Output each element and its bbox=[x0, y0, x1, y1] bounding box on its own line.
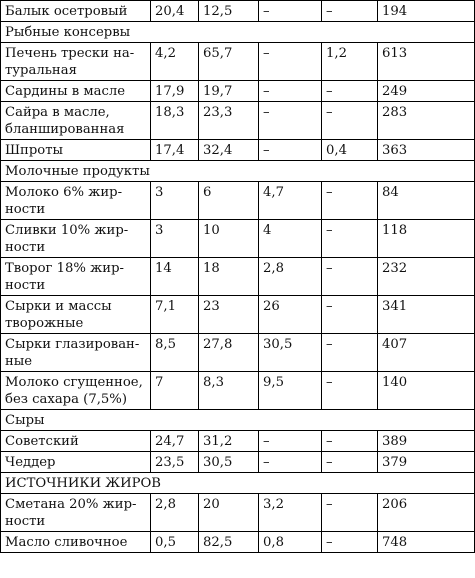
table-row bbox=[1, 258, 475, 296]
carbs-cell: 4,7 bbox=[259, 182, 322, 220]
table-row bbox=[1, 452, 475, 473]
fat-cell: 23,3 bbox=[199, 102, 259, 140]
food-name-cell: Шпроты bbox=[1, 140, 151, 161]
table-row bbox=[1, 220, 475, 258]
kcal-cell: 118 bbox=[378, 220, 475, 258]
food-name-cell: Сметана 20% жирности bbox=[1, 494, 151, 532]
acids-cell: – bbox=[322, 532, 378, 553]
carbs-cell: 26 bbox=[259, 296, 322, 334]
table-row bbox=[1, 43, 475, 81]
acids-cell: – bbox=[322, 220, 378, 258]
fat-cell: 30,5 bbox=[199, 452, 259, 473]
carbs-cell: – bbox=[259, 140, 322, 161]
table-row bbox=[1, 81, 475, 102]
food-name-cell: Советский bbox=[1, 431, 151, 452]
carbs-cell: 4 bbox=[259, 220, 322, 258]
section-title: Сыры bbox=[1, 410, 475, 431]
food-name-cell: Сардины в масле bbox=[1, 81, 151, 102]
food-name-cell: Сайра в масле, бланшированная bbox=[1, 102, 151, 140]
acids-cell: – bbox=[322, 494, 378, 532]
section-header-row bbox=[1, 22, 475, 43]
acids-cell: – bbox=[322, 81, 378, 102]
carbs-cell: 0,8 bbox=[259, 532, 322, 553]
food-name-cell: Сливки 10% жирности bbox=[1, 220, 151, 258]
protein-cell: 3 bbox=[151, 220, 199, 258]
kcal-cell: 232 bbox=[378, 258, 475, 296]
protein-cell: 17,9 bbox=[151, 81, 199, 102]
fat-cell: 31,2 bbox=[199, 431, 259, 452]
kcal-cell: 407 bbox=[378, 334, 475, 372]
table-row bbox=[1, 334, 475, 372]
food-name-cell: Балык осетровый bbox=[1, 1, 151, 22]
acids-cell: – bbox=[322, 182, 378, 220]
food-name-cell: Молоко сгущенное, без сахара (7,5%) bbox=[1, 372, 151, 410]
kcal-cell: 84 bbox=[378, 182, 475, 220]
table-row bbox=[1, 372, 475, 410]
food-name-cell: Масло сливочное bbox=[1, 532, 151, 553]
section-header-row bbox=[1, 161, 475, 182]
carbs-cell: – bbox=[259, 1, 322, 22]
table-body bbox=[1, 1, 475, 553]
food-name-cell: Сырки и массы творожные bbox=[1, 296, 151, 334]
table-row bbox=[1, 532, 475, 553]
acids-cell: – bbox=[322, 334, 378, 372]
acids-cell: – bbox=[322, 102, 378, 140]
kcal-cell: 379 bbox=[378, 452, 475, 473]
section-header-row bbox=[1, 473, 475, 494]
carbs-cell: – bbox=[259, 81, 322, 102]
kcal-cell: 206 bbox=[378, 494, 475, 532]
table-row bbox=[1, 102, 475, 140]
fat-cell: 23 bbox=[199, 296, 259, 334]
kcal-cell: 363 bbox=[378, 140, 475, 161]
food-name-cell: Чеддер bbox=[1, 452, 151, 473]
table-row bbox=[1, 182, 475, 220]
table-row bbox=[1, 296, 475, 334]
acids-cell: – bbox=[322, 1, 378, 22]
section-header-row bbox=[1, 410, 475, 431]
fat-cell: 6 bbox=[199, 182, 259, 220]
food-name-cell: Творог 18% жирности bbox=[1, 258, 151, 296]
kcal-cell: 341 bbox=[378, 296, 475, 334]
protein-cell: 0,5 bbox=[151, 532, 199, 553]
acids-cell: – bbox=[322, 431, 378, 452]
fat-cell: 20 bbox=[199, 494, 259, 532]
food-name-cell: Сырки глазированные bbox=[1, 334, 151, 372]
protein-cell: 4,2 bbox=[151, 43, 199, 81]
fat-cell: 32,4 bbox=[199, 140, 259, 161]
carbs-cell: – bbox=[259, 452, 322, 473]
carbs-cell: – bbox=[259, 43, 322, 81]
fat-cell: 8,3 bbox=[199, 372, 259, 410]
carbs-cell: 9,5 bbox=[259, 372, 322, 410]
carbs-cell: 30,5 bbox=[259, 334, 322, 372]
protein-cell: 3 bbox=[151, 182, 199, 220]
acids-cell: – bbox=[322, 296, 378, 334]
carbs-cell: – bbox=[259, 431, 322, 452]
kcal-cell: 748 bbox=[378, 532, 475, 553]
protein-cell: 7,1 bbox=[151, 296, 199, 334]
protein-cell: 8,5 bbox=[151, 334, 199, 372]
fat-cell: 19,7 bbox=[199, 81, 259, 102]
acids-cell: – bbox=[322, 372, 378, 410]
section-title: ИСТОЧНИКИ ЖИРОВ bbox=[1, 473, 475, 494]
kcal-cell: 389 bbox=[378, 431, 475, 452]
protein-cell: 18,3 bbox=[151, 102, 199, 140]
acids-cell: 0,4 bbox=[322, 140, 378, 161]
protein-cell: 17,4 bbox=[151, 140, 199, 161]
fat-cell: 12,5 bbox=[199, 1, 259, 22]
table-row bbox=[1, 494, 475, 532]
protein-cell: 24,7 bbox=[151, 431, 199, 452]
carbs-cell: – bbox=[259, 102, 322, 140]
protein-cell: 7 bbox=[151, 372, 199, 410]
food-name-cell: Молоко 6% жирности bbox=[1, 182, 151, 220]
fat-cell: 65,7 bbox=[199, 43, 259, 81]
protein-cell: 2,8 bbox=[151, 494, 199, 532]
kcal-cell: 613 bbox=[378, 43, 475, 81]
table-row bbox=[1, 140, 475, 161]
kcal-cell: 249 bbox=[378, 81, 475, 102]
protein-cell: 23,5 bbox=[151, 452, 199, 473]
acids-cell: 1,2 bbox=[322, 43, 378, 81]
fat-cell: 18 bbox=[199, 258, 259, 296]
carbs-cell: 3,2 bbox=[259, 494, 322, 532]
fat-cell: 82,5 bbox=[199, 532, 259, 553]
acids-cell: – bbox=[322, 258, 378, 296]
protein-cell: 20,4 bbox=[151, 1, 199, 22]
food-name-cell: Печень трески натуральная bbox=[1, 43, 151, 81]
kcal-cell: 140 bbox=[378, 372, 475, 410]
acids-cell: – bbox=[322, 452, 378, 473]
table-row bbox=[1, 1, 475, 22]
section-title: Рыбные консервы bbox=[1, 22, 475, 43]
fat-cell: 27,8 bbox=[199, 334, 259, 372]
section-title: Молочные продукты bbox=[1, 161, 475, 182]
fat-cell: 10 bbox=[199, 220, 259, 258]
kcal-cell: 194 bbox=[378, 1, 475, 22]
kcal-cell: 283 bbox=[378, 102, 475, 140]
protein-cell: 14 bbox=[151, 258, 199, 296]
table-row bbox=[1, 431, 475, 452]
carbs-cell: 2,8 bbox=[259, 258, 322, 296]
